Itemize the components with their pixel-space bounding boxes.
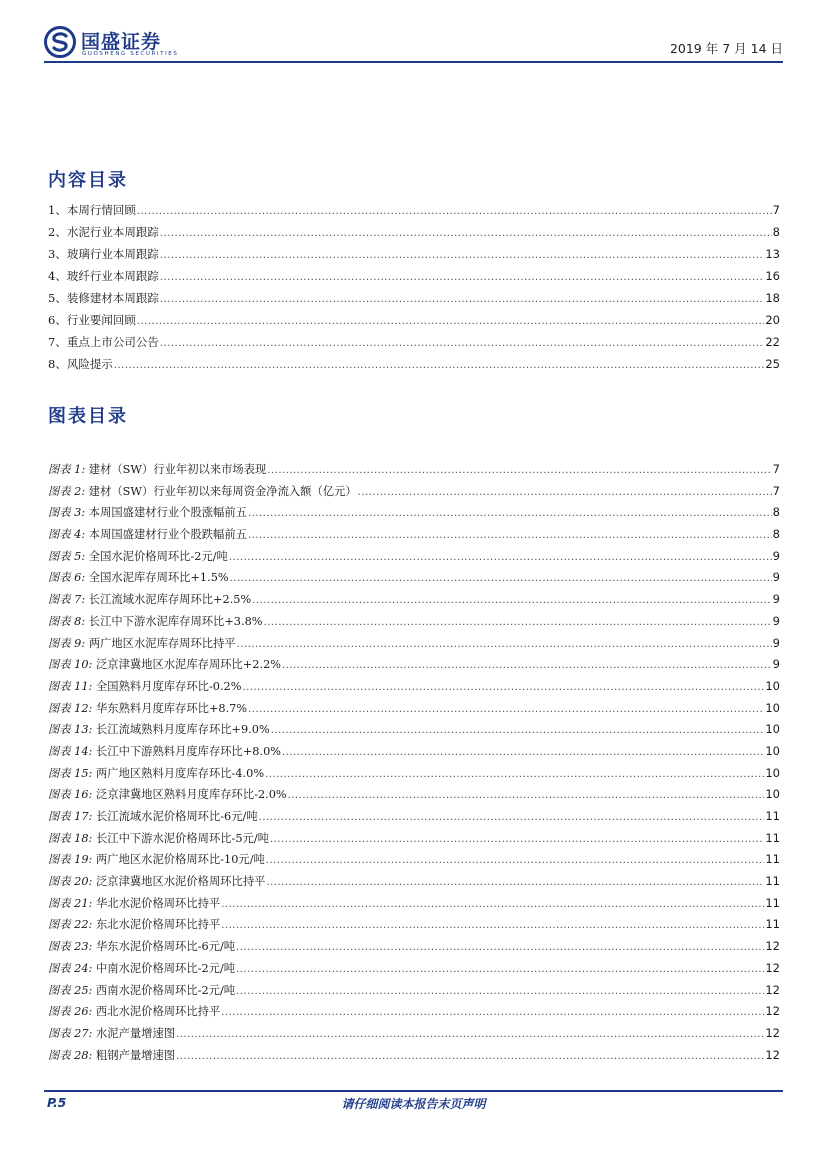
dot-leader <box>229 552 772 563</box>
entry-page-number: 9 <box>772 657 780 672</box>
figure-number: 图表 26: <box>48 1005 93 1019</box>
figure-entry[interactable] <box>48 916 780 938</box>
figure-entry[interactable] <box>48 960 780 982</box>
entry-page-number: 10 <box>765 678 780 693</box>
entry-label <box>48 678 241 694</box>
entry-label <box>48 483 357 499</box>
figure-caption: 泛京津冀地区水泥库存周环比+2.2% <box>95 658 281 672</box>
figure-caption: 全国水泥库存周环比+1.5% <box>88 571 229 585</box>
figure-caption: 长江中下游水泥价格周环比-5元/吨 <box>95 831 269 845</box>
dot-leader <box>160 294 765 305</box>
figure-number: 图表 1: <box>48 463 86 476</box>
dot-leader <box>267 465 771 476</box>
figure-caption: 泛京津冀地区水泥价格周环比持平 <box>95 875 266 889</box>
entry-page-number: 9 <box>772 635 780 650</box>
figure-number: 图表 8: <box>48 614 86 628</box>
figure-caption: 粗钢产量增速图 <box>95 1048 176 1062</box>
company-logo-icon <box>44 26 76 58</box>
figure-number: 图表 4: <box>48 528 86 542</box>
entry-page-number: 9 <box>772 592 780 607</box>
dot-leader <box>176 1029 764 1040</box>
figure-number: 图表 21: <box>48 896 93 910</box>
entry-page-number: 8 <box>772 527 780 542</box>
dot-leader <box>252 595 771 606</box>
figure-caption: 泛京津冀地区熟料月度库存环比-2.0% <box>95 788 287 802</box>
dot-leader <box>282 660 772 671</box>
entry-label <box>48 1003 220 1019</box>
entry-label <box>48 548 228 564</box>
figures-title: 图表目录 <box>48 406 128 427</box>
entry-page-number: 7 <box>772 462 780 476</box>
figure-entry[interactable] <box>48 1047 780 1069</box>
figure-entry[interactable] <box>48 786 780 808</box>
figure-caption: 长江中下游熟料月度库存环比+8.0% <box>95 744 281 758</box>
entry-label: 8、风险提示 <box>48 357 113 371</box>
page-number: P.5 <box>47 1095 67 1110</box>
dot-leader <box>160 250 765 261</box>
figures-list <box>48 461 780 1068</box>
entry-page-number: 22 <box>765 335 780 349</box>
figure-entry[interactable] <box>48 873 780 895</box>
contents-list <box>48 202 780 378</box>
dot-leader <box>266 877 764 888</box>
entry-page-number: 10 <box>765 722 780 737</box>
entry-page-number: 18 <box>765 291 780 305</box>
entry-label <box>48 873 265 889</box>
figure-caption: 本周国盛建材行业个股跌幅前五 <box>88 528 247 542</box>
figure-entry[interactable] <box>48 808 780 830</box>
entry-page-number: 11 <box>765 895 780 910</box>
figure-entry[interactable] <box>48 938 780 960</box>
figure-entry[interactable] <box>48 721 780 743</box>
entry-page-number: 25 <box>765 357 780 371</box>
contents-entry[interactable] <box>48 334 780 356</box>
entry-label: 2、水泥行业本周跟踪 <box>48 225 159 239</box>
entry-label <box>48 830 269 846</box>
entry-page-number: 12 <box>765 1047 780 1062</box>
entry-page-number: 11 <box>765 830 780 845</box>
figure-number: 图表 9: <box>48 636 86 650</box>
figure-entry[interactable] <box>48 982 780 1004</box>
figure-number: 图表 19: <box>48 853 93 867</box>
dot-leader <box>248 508 772 519</box>
entry-label <box>48 569 229 585</box>
figure-number: 图表 23: <box>48 940 93 954</box>
entry-label <box>48 613 263 629</box>
figure-number: 图表 18: <box>48 831 93 845</box>
contents-entry[interactable] <box>48 290 780 312</box>
contents-entry[interactable] <box>48 246 780 268</box>
dot-leader <box>160 272 765 283</box>
contents-title: 内容目录 <box>48 170 128 191</box>
figure-caption: 华东熟料月度库存环比+8.7% <box>95 701 248 715</box>
figure-number: 图表 20: <box>48 875 93 889</box>
header-divider <box>44 61 783 63</box>
figure-caption: 长江流域水泥库存周环比+2.5% <box>88 593 252 607</box>
entry-label <box>48 700 247 716</box>
entry-label <box>48 982 235 998</box>
figure-caption: 建材（SW）行业年初以来市场表现 <box>88 463 267 476</box>
figure-caption: 西南水泥价格周环比-2元/吨 <box>95 983 236 997</box>
figure-number: 图表 27: <box>48 1026 93 1040</box>
dot-leader <box>236 986 764 997</box>
figure-number: 图表 5: <box>48 549 86 563</box>
figure-entry[interactable] <box>48 526 780 548</box>
dot-leader <box>221 899 764 910</box>
entry-label <box>48 526 247 542</box>
entry-page-number: 7 <box>772 203 780 217</box>
dot-leader <box>266 855 765 866</box>
entry-page-number: 10 <box>765 743 780 758</box>
dot-leader <box>259 812 765 823</box>
entry-label: 6、行业要闻回顾 <box>48 313 136 327</box>
figure-entry[interactable] <box>48 548 780 570</box>
figure-entry[interactable] <box>48 1025 780 1047</box>
dot-leader <box>160 228 772 239</box>
figure-caption: 两广地区水泥库存周环比持平 <box>88 636 236 650</box>
entry-label: 1、本周行情回顾 <box>48 203 136 217</box>
entry-label: 5、装修建材本周跟踪 <box>48 291 159 305</box>
contents-entry[interactable] <box>48 356 780 378</box>
dot-leader <box>221 1007 764 1018</box>
entry-label <box>48 938 235 954</box>
entry-page-number: 8 <box>772 505 780 520</box>
contents-entry[interactable] <box>48 202 780 224</box>
contents-entry[interactable] <box>48 312 780 334</box>
figure-number: 图表 24: <box>48 961 93 975</box>
page-header <box>44 22 783 62</box>
dot-leader <box>248 704 764 715</box>
figure-caption: 建材（SW）行业年初以来每周资金净流入额（亿元） <box>88 484 357 498</box>
figure-number: 图表 16: <box>48 788 93 802</box>
figure-entry[interactable] <box>48 851 780 873</box>
entry-label <box>48 765 264 781</box>
disclaimer-note: 请仔细阅读本报告末页声明 <box>341 1097 486 1111</box>
figure-entry[interactable] <box>48 743 780 765</box>
entry-label <box>48 960 235 976</box>
figure-entry[interactable] <box>48 461 780 483</box>
dot-leader <box>221 920 764 931</box>
company-logo-name: 国盛证券 <box>81 31 162 53</box>
entry-label <box>48 656 281 672</box>
report-date: 2019 年 7 月 14 日 <box>669 41 783 56</box>
dot-leader <box>137 316 765 327</box>
entry-page-number: 10 <box>765 787 780 802</box>
entry-page-number: 20 <box>765 313 780 327</box>
figure-entry[interactable] <box>48 656 780 678</box>
figure-caption: 两广地区熟料月度库存环比-4.0% <box>95 766 265 780</box>
dot-leader <box>137 206 772 217</box>
dot-leader <box>160 338 765 349</box>
entry-page-number: 16 <box>765 269 780 283</box>
entry-label <box>48 1025 175 1041</box>
figure-number: 图表 28: <box>48 1048 93 1062</box>
entry-label <box>48 743 281 759</box>
dot-leader <box>271 725 765 736</box>
entry-label: 7、重点上市公司公告 <box>48 335 159 349</box>
entry-label: 3、玻璃行业本周跟踪 <box>48 247 159 261</box>
entry-page-number: 12 <box>765 1004 780 1019</box>
dot-leader <box>242 682 764 693</box>
figure-entry[interactable] <box>48 613 780 635</box>
entry-label <box>48 786 287 802</box>
footer-divider <box>44 1090 783 1092</box>
figure-caption: 长江中下游水泥库存周环比+3.8% <box>88 614 263 628</box>
dot-leader <box>248 530 772 541</box>
figure-caption: 东北水泥价格周环比持平 <box>95 918 221 932</box>
entry-page-number: 9 <box>772 548 780 563</box>
entry-label <box>48 916 220 932</box>
figure-entry[interactable] <box>48 504 780 526</box>
figure-number: 图表 25: <box>48 983 93 997</box>
dot-leader <box>264 617 772 628</box>
dot-leader <box>114 360 765 371</box>
figure-entry[interactable] <box>48 895 780 917</box>
figure-caption: 长江流域水泥价格周环比-6元/吨 <box>95 810 258 823</box>
figure-number: 图表 17: <box>48 810 93 823</box>
entry-label <box>48 721 270 737</box>
figure-number: 图表 3: <box>48 506 86 520</box>
dot-leader <box>230 573 772 584</box>
figure-entry[interactable] <box>48 1003 780 1025</box>
entry-page-number: 7 <box>772 483 780 498</box>
figure-number: 图表 6: <box>48 571 86 585</box>
figure-entry[interactable] <box>48 591 780 613</box>
figure-number: 图表 15: <box>48 766 93 780</box>
entry-page-number: 12 <box>765 939 780 954</box>
dot-leader <box>237 639 772 650</box>
entry-label <box>48 635 236 651</box>
dot-leader <box>270 834 764 845</box>
entry-page-number: 13 <box>765 247 780 261</box>
entry-page-number: 8 <box>772 225 780 239</box>
figure-entry[interactable] <box>48 700 780 722</box>
entry-label <box>48 461 266 477</box>
figure-number: 图表 11: <box>48 679 93 693</box>
figure-entry[interactable] <box>48 483 780 505</box>
figure-number: 图表 2: <box>48 484 86 498</box>
contents-entry[interactable] <box>48 224 780 246</box>
dot-leader <box>236 942 764 953</box>
entry-label <box>48 895 220 911</box>
entry-page-number: 12 <box>765 982 780 997</box>
figure-caption: 长江流域熟料月度库存环比+9.0% <box>95 723 270 737</box>
figure-caption: 本周国盛建材行业个股涨幅前五 <box>88 506 247 520</box>
company-logo-subtitle: GUOSHENG SECURITIES <box>82 51 179 57</box>
figure-entry[interactable] <box>48 765 780 787</box>
entry-page-number: 12 <box>765 1025 780 1040</box>
figure-caption: 两广地区水泥价格周环比-10元/吨 <box>95 853 265 867</box>
figure-number: 图表 12: <box>48 701 93 715</box>
entry-label <box>48 591 251 607</box>
figure-caption: 中南水泥价格周环比-2元/吨 <box>95 961 236 975</box>
figure-caption: 西北水泥价格周环比持平 <box>95 1005 221 1019</box>
figure-caption: 华北水泥价格周环比持平 <box>95 896 221 910</box>
entry-label <box>48 851 265 867</box>
figure-number: 图表 14: <box>48 744 93 758</box>
entry-page-number: 11 <box>765 852 780 867</box>
dot-leader <box>358 487 772 498</box>
contents-entry[interactable] <box>48 268 780 290</box>
dot-leader <box>282 747 764 758</box>
entry-page-number: 11 <box>765 874 780 889</box>
entry-page-number: 9 <box>772 613 780 628</box>
dot-leader <box>265 769 764 780</box>
entry-page-number: 11 <box>765 809 780 823</box>
figure-caption: 水泥产量增速图 <box>95 1026 176 1040</box>
entry-page-number: 10 <box>765 700 780 715</box>
entry-page-number: 12 <box>765 960 780 975</box>
entry-page-number: 11 <box>765 917 780 932</box>
figure-number: 图表 13: <box>48 723 93 737</box>
entry-label: 4、玻纤行业本周跟踪 <box>48 269 159 283</box>
figure-caption: 全国熟料月度库存环比-0.2% <box>95 679 242 693</box>
figure-entry[interactable] <box>48 635 780 657</box>
figure-entry[interactable] <box>48 830 780 852</box>
entry-label <box>48 1047 175 1063</box>
entry-label <box>48 504 247 520</box>
dot-leader <box>236 964 764 975</box>
entry-page-number: 9 <box>772 570 780 585</box>
figure-caption: 华东水泥价格周环比-6元/吨 <box>95 940 236 954</box>
dot-leader <box>288 790 765 801</box>
dot-leader <box>176 1051 764 1062</box>
figure-entry[interactable] <box>48 678 780 700</box>
entry-label <box>48 808 258 824</box>
figure-number: 图表 10: <box>48 658 93 672</box>
entry-page-number: 10 <box>765 765 780 780</box>
figure-number: 图表 22: <box>48 918 93 932</box>
figure-caption: 全国水泥价格周环比-2元/吨 <box>88 549 228 563</box>
figure-number: 图表 7: <box>48 593 86 607</box>
figure-entry[interactable] <box>48 569 780 591</box>
